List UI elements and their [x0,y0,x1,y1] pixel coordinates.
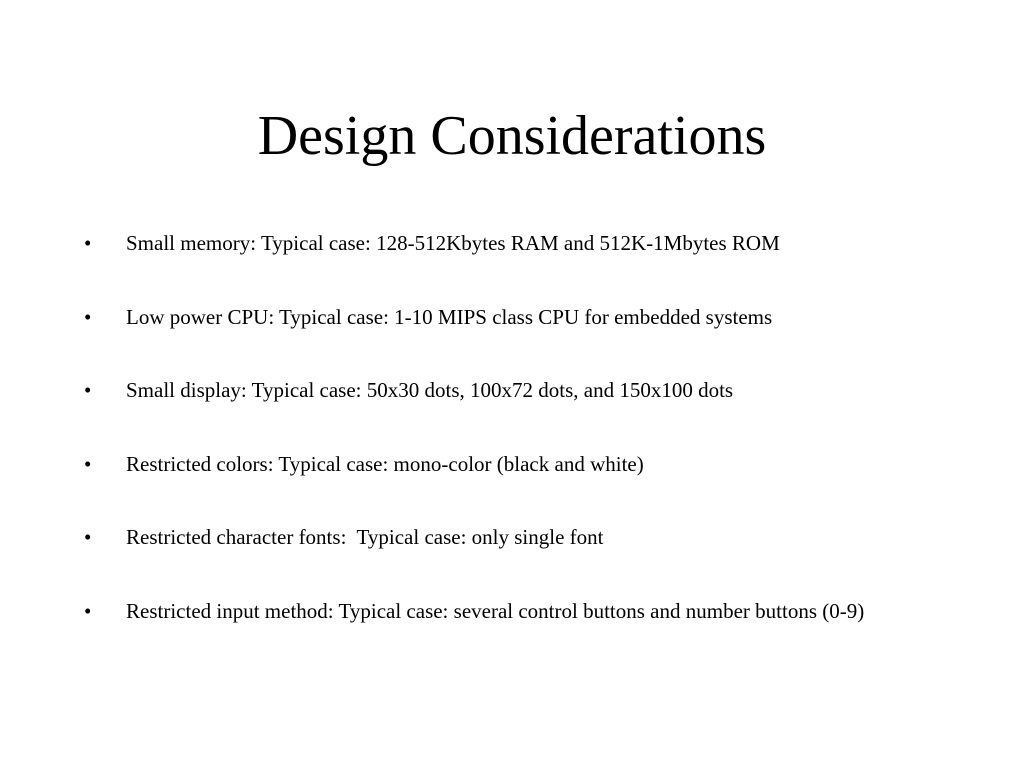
bullet-icon: • [84,598,92,623]
slide-title: Design Considerations [257,105,767,167]
bullet-text: Restricted character fonts: Typical case: only single font [126,525,604,549]
bullet-text: Small display: Typical case: 50x30 dots, 100x72 dots, and 150x100 dots [126,378,734,402]
list-item [84,228,944,258]
list-item [84,375,944,405]
bullet-text: Small memory: Typical case: 128-512Kbytes RAM and 512K-1Mbytes ROM [126,231,780,255]
bullet-text: Restricted input method: Typical case: several control buttons and number buttons (0-9) [126,598,865,623]
bullet-text: Restricted colors: Typical case: mono-color (black and white) [126,451,644,476]
list-item [84,522,944,552]
bullet-icon: • [84,231,92,255]
list-item [84,449,944,479]
bullet-icon: • [84,451,92,476]
bullet-icon: • [84,525,92,549]
list-item [84,302,944,332]
bullet-list [84,228,944,669]
list-item [84,596,944,626]
bullet-text: Low power CPU: Typical case: 1-10 MIPS class CPU for embedded systems [126,304,773,329]
bullet-icon: • [84,378,92,402]
bullet-icon: • [84,304,92,329]
